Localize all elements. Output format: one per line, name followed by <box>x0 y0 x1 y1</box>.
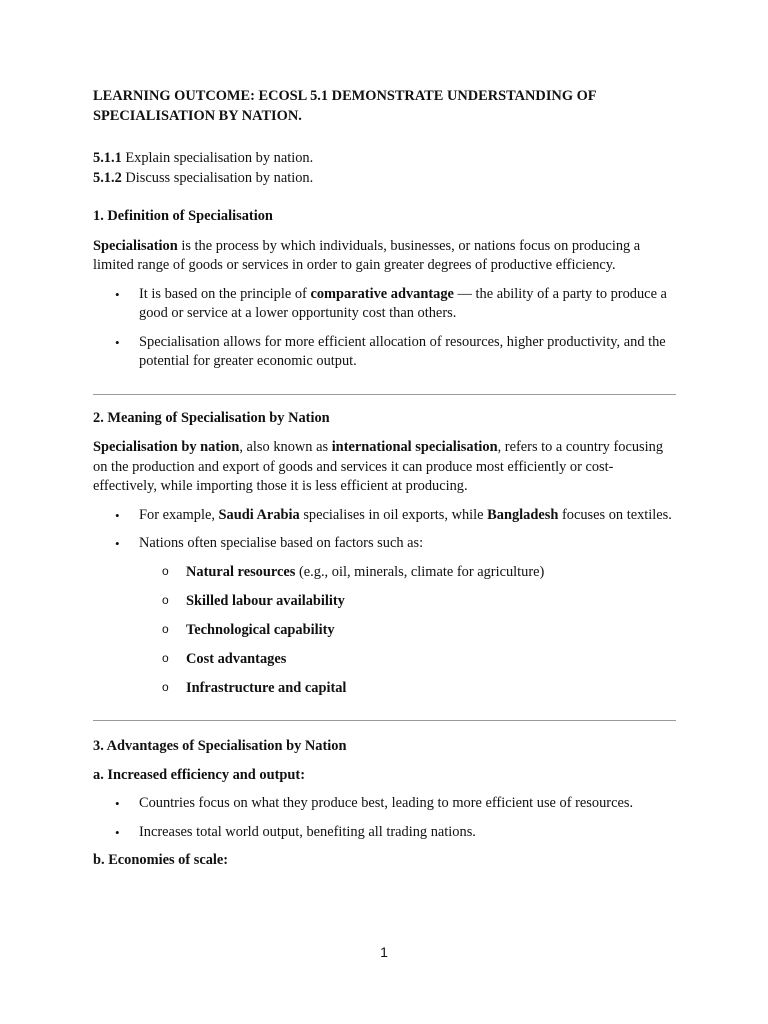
term-specialisation-by-nation: Specialisation by nation <box>93 439 240 455</box>
paragraph-text: is the process by which individuals, businesses, or nations focus on producing a limited range of goods or services in order to gain greater degrees of productive efficiency. <box>93 237 641 273</box>
text-run: focuses on textiles. <box>558 506 672 523</box>
factor-item: o Skilled labour availability <box>93 592 676 612</box>
text-run: , refers to a country focusing on the production and export of goods and services it can produce most efficiently or cost-effectively, while importing those it is less efficient at producing. <box>93 439 664 494</box>
term-specialisation: Specialisation <box>93 237 178 254</box>
section-heading-definition: 1. Definition of Specialisation <box>93 208 273 224</box>
factor-label: Natural resources <box>186 563 296 580</box>
text-run: It is based on the principle of <box>139 285 311 302</box>
subheading-efficiency: a. Increased efficiency and output: <box>93 766 305 783</box>
text-run: For example, <box>139 506 219 523</box>
text-run: specialises in oil exports, while <box>299 506 488 523</box>
learning-outcomes <box>93 149 676 188</box>
outcome-code: 5.1.2 <box>93 169 122 186</box>
section-divider <box>93 720 676 721</box>
definition-paragraph <box>93 237 676 276</box>
subheading-economies-of-scale: b. Economies of scale: <box>93 852 229 868</box>
outcome-text: Explain specialisation by nation. <box>121 150 314 166</box>
section-heading-advantages: 3. Advantages of Specialisation by Nation <box>93 738 347 754</box>
page-number: 1 <box>380 944 388 960</box>
term-international-specialisation: international specialisation <box>331 439 498 455</box>
list-item <box>93 285 676 324</box>
factor-detail: (e.g., oil, minerals, climate for agriculture) <box>295 563 545 580</box>
term-comparative-advantage: comparative advantage <box>310 285 454 302</box>
document-page <box>93 86 676 871</box>
factor-item: o Technological capability <box>93 621 676 641</box>
list-item: • Nations often specialise based on factors such as: <box>93 534 676 554</box>
outcome-text: Discuss specialisation by nation. <box>121 169 314 186</box>
factor-item <box>93 563 676 583</box>
outcome-code: 5.1.1 <box>93 150 122 166</box>
meaning-paragraph <box>93 438 676 497</box>
section-divider <box>93 394 676 395</box>
page-title: LEARNING OUTCOME: ECOSL 5.1 DEMONSTRATE UNDERSTANDING OF SPECIALISATION BY NATION. <box>93 88 597 124</box>
section-heading-meaning: 2. Meaning of Specialisation by Nation <box>93 409 330 426</box>
outcome-item <box>93 169 676 189</box>
advantages-bullets <box>93 794 676 842</box>
definition-bullets <box>93 285 676 372</box>
list-item <box>93 506 676 526</box>
text-run: , also known as <box>239 439 332 455</box>
term-bangladesh: Bangladesh <box>487 506 559 523</box>
outcome-item <box>93 149 676 169</box>
factor-item: o Infrastructure and capital <box>93 679 676 699</box>
list-item: • Countries focus on what they produce best, leading to more efficient use of resources. <box>93 794 676 814</box>
term-saudi-arabia: Saudi Arabia <box>218 506 300 523</box>
factor-list <box>93 563 676 699</box>
list-item: • Increases total world output, benefiting all trading nations. <box>93 823 676 843</box>
list-item: • Specialisation allows for more efficient allocation of resources, higher productivity, and the potential for greater economic output. <box>93 333 676 372</box>
factor-item: o Cost advantages <box>93 650 676 670</box>
meaning-bullets <box>93 506 676 554</box>
text-run: — the ability of a party to produce a good or service at a lower opportunity cost than others. <box>139 285 667 321</box>
